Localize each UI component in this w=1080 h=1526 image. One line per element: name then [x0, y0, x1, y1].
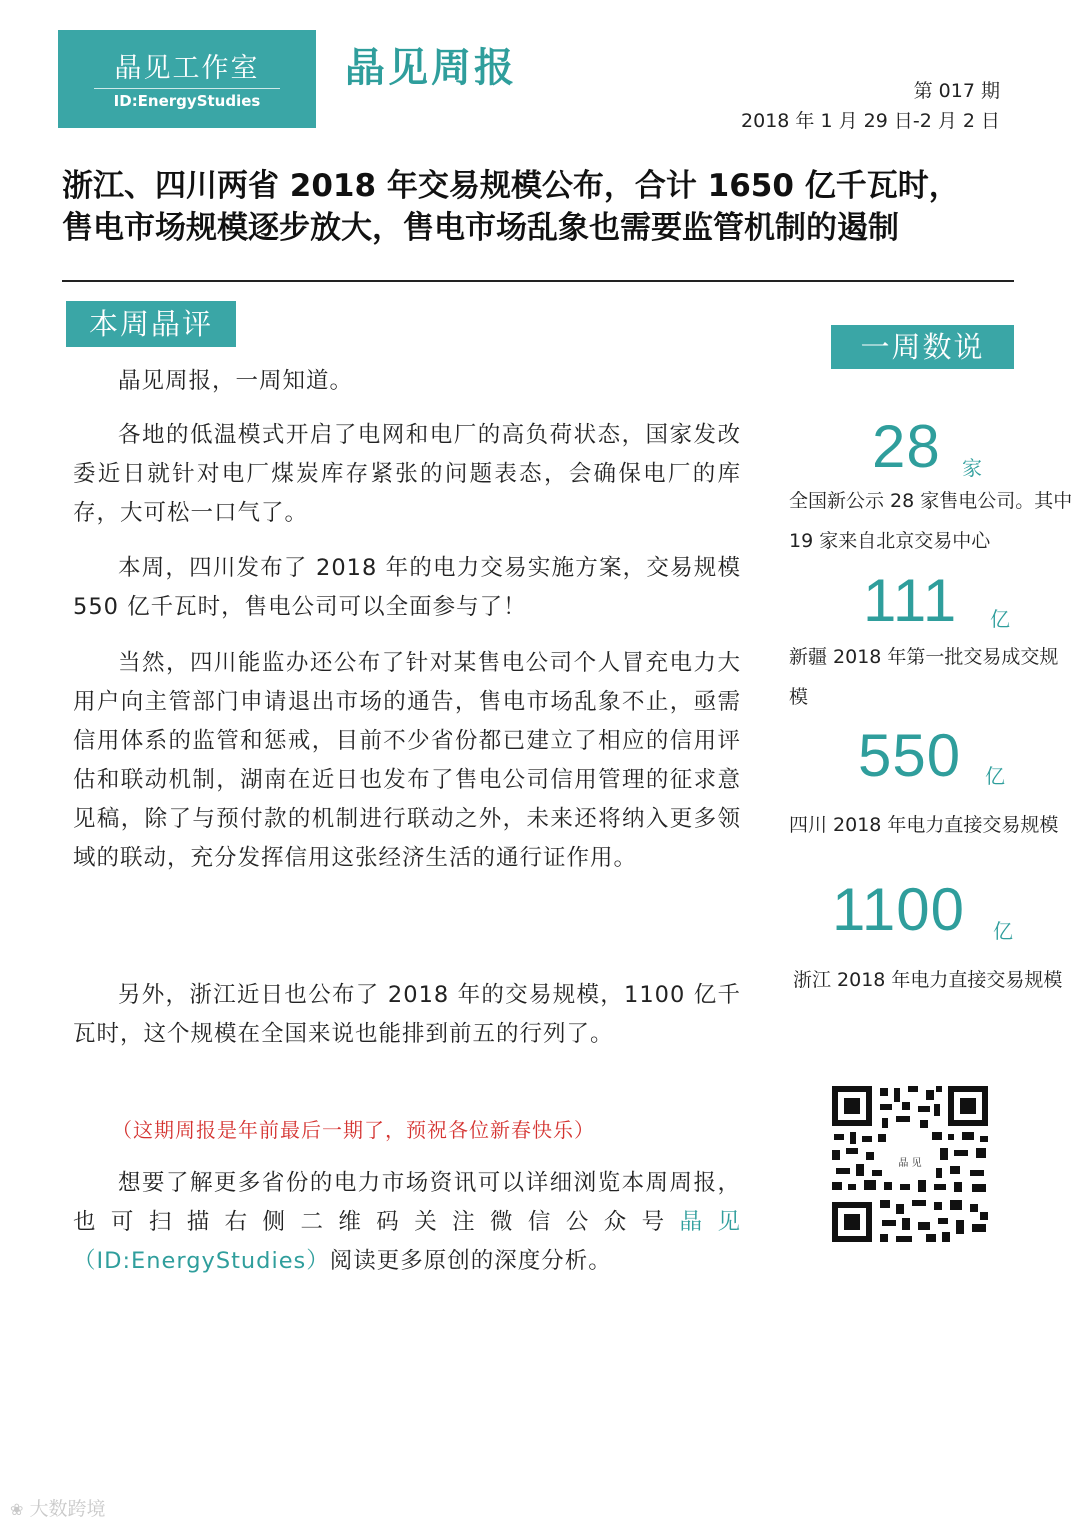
review-paragraph-6: [73, 1164, 741, 1281]
stat-desc-1: 全国新公示 28 家售电公司。其中 19 家来自北京交易中心: [789, 490, 1073, 552]
logo-id: ID:EnergyStudies: [113, 92, 261, 110]
studio-logo: [58, 30, 316, 128]
p6-text-c: 阅读更多原创的深度分析。: [329, 1248, 612, 1274]
headline-line-1: 浙江、四川两省 2018 年交易规模公布，合计 1650 亿千瓦时，: [62, 168, 960, 204]
qr-center-label: 晶 见: [892, 1155, 928, 1173]
section-label-weekly-review: 本周晶评: [66, 301, 236, 347]
review-paragraph-3: 本周，四川发布了 2018 年的电力交易实施方案，交易规模 550 亿千瓦时，售电公司可以全面参与了！: [73, 555, 741, 620]
logo-divider: [94, 88, 280, 89]
review-paragraph-5: 另外，浙江近日也公布了 2018 年的交易规模，1100 亿千瓦时，这个规模在全国来说也能排到前五的行列了。: [73, 982, 741, 1047]
section-label-weekly-numbers: 一周数说: [831, 325, 1014, 369]
logo-name: 晶见工作室: [114, 53, 260, 84]
watermark: [10, 1494, 105, 1521]
divider-rule: [62, 280, 1014, 282]
wechat-qr-code[interactable]: [830, 1084, 990, 1244]
stat-unit-4: 亿: [993, 919, 1013, 943]
issue-date: 2018 年 1 月 29 日-2 月 2 日: [741, 110, 1000, 132]
stat-desc-3: 四川 2018 年电力直接交易规模: [789, 814, 1059, 836]
review-paragraph-2: 各地的低温模式开启了电网和电厂的高负荷状态，国家发改委近日就针对电厂煤炭库存紧张的问题表态，会确保电厂的库存，大可松一口气了。: [73, 422, 741, 526]
issue-number: 第 017 期: [913, 80, 1000, 102]
new-year-note: （这期周报是年前最后一期了，预祝各位新春快乐）: [112, 1118, 595, 1142]
headline-line-2: 售电市场规模逐步放大，售电市场乱象也需要监管机制的遏制: [62, 210, 899, 246]
brand-title: 晶见周报: [345, 45, 517, 91]
watermark-logo-icon: ❀: [10, 1500, 24, 1519]
wechat-account-link[interactable]: 晶见（ID:EnergyStudies）: [73, 1209, 741, 1274]
stat-value-4: 1100: [832, 876, 966, 943]
stat-value-2: 111: [863, 567, 958, 634]
stat-unit-1: 家: [962, 456, 982, 480]
stat-value-1: 28: [872, 413, 941, 480]
stat-desc-4: 浙江 2018 年电力直接交易规模: [793, 969, 1063, 991]
stat-value-3: 550: [858, 722, 962, 789]
review-paragraph-4: 当然，四川能监办还公布了针对某售电公司个人冒充电力大用户向主管部门申请退出市场的通告，售电市场乱象不止，亟需信用体系的监管和惩戒，目前不少省份都已建立了相应的信用评估和联动机制，湖南在近日也发布了售电公司信用管理的征求意见稿，除了与预付款的机制进行联动之外，未来还将纳入更多领域的联动，充分发挥信用这张经济生活的通行证作用。: [73, 650, 741, 871]
review-paragraph-1: 晶见周报，一周知道。: [118, 368, 354, 394]
stat-unit-2: 亿: [990, 607, 1010, 631]
p6-text-a: 想要了解更多省份的电力市场资讯可以详细浏览本周周报，也可扫描右侧二维码关注微信公众号: [73, 1170, 741, 1235]
stat-unit-3: 亿: [985, 764, 1005, 788]
watermark-text: 大数跨境: [29, 1498, 106, 1520]
stat-desc-2: 新疆 2018 年第一批交易成交规模: [789, 646, 1059, 708]
